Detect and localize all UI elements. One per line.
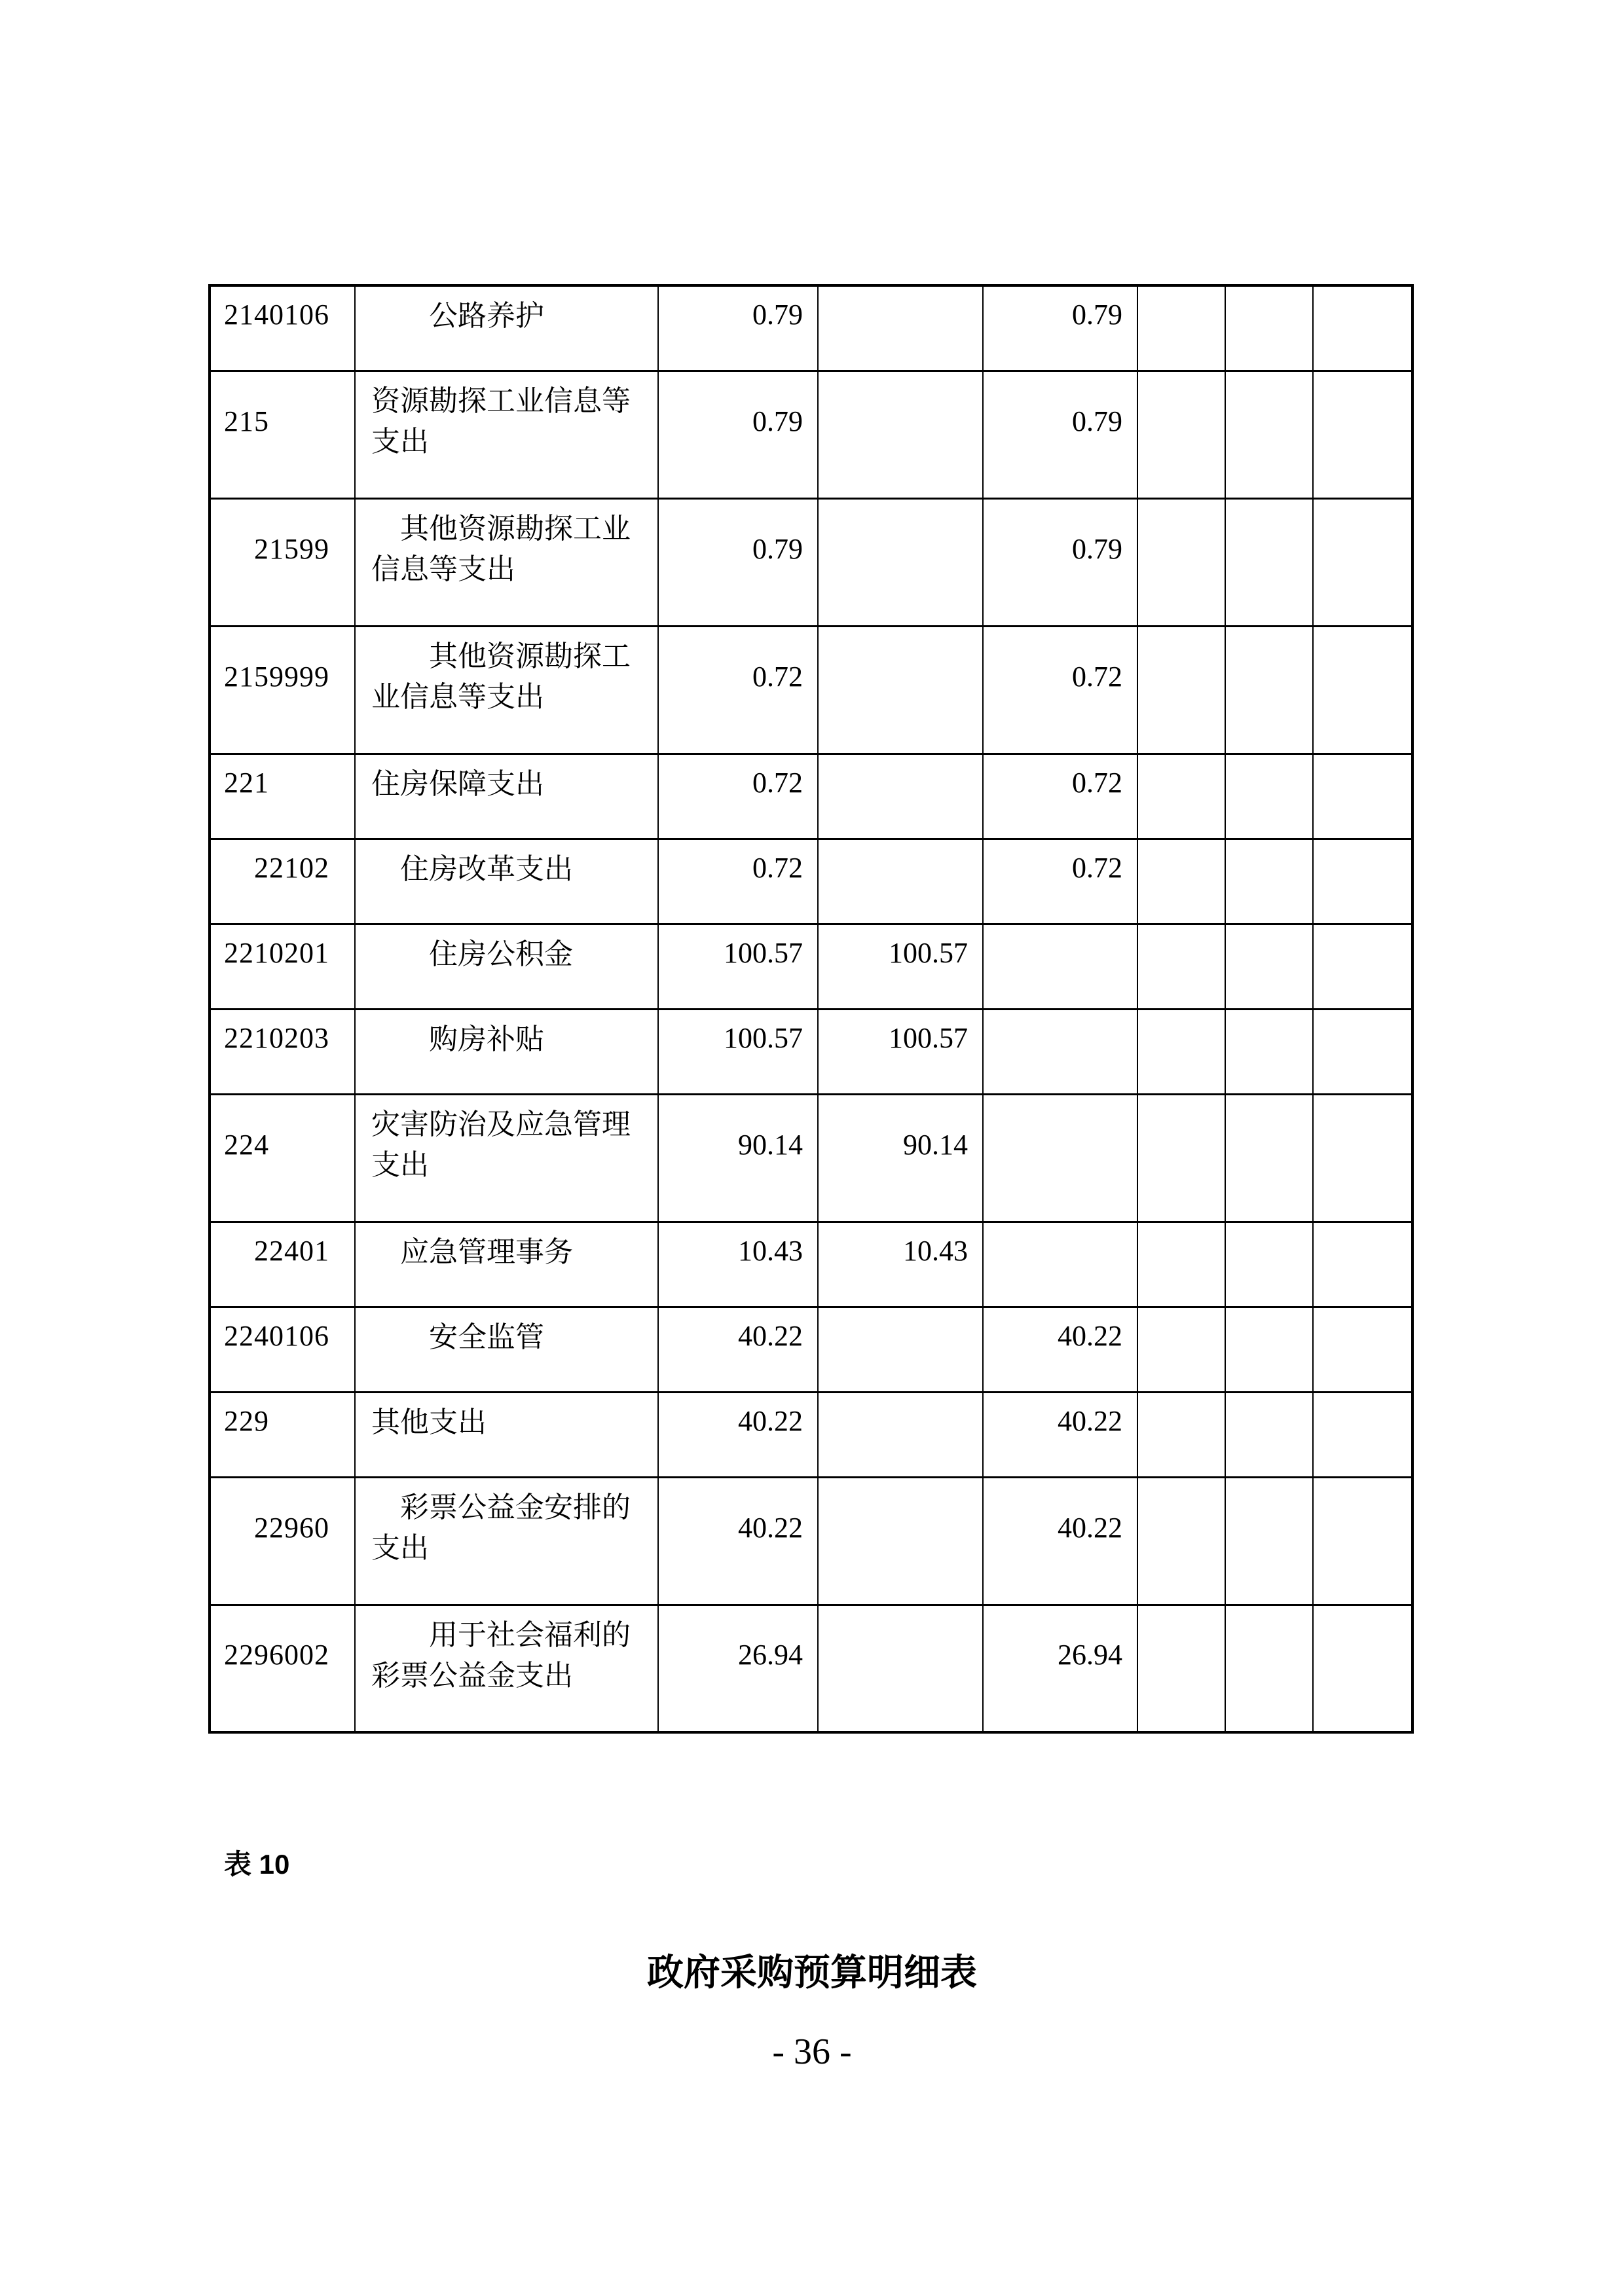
cell-budget-value — [1225, 754, 1313, 839]
cell-budget-code: 215 — [210, 371, 355, 498]
cell-budget-value: 100.57 — [658, 924, 818, 1009]
cell-budget-name: 资源勘探工业信息等支出 — [355, 371, 658, 498]
cell-budget-value — [1225, 924, 1313, 1009]
cell-budget-name: 住房保障支出 — [355, 754, 658, 839]
cell-budget-value — [1225, 1009, 1313, 1094]
cell-budget-code: 22401 — [210, 1222, 355, 1307]
cell-budget-name: 住房改革支出 — [355, 839, 658, 924]
cell-budget-value — [818, 754, 983, 839]
cell-budget-value — [1137, 1094, 1225, 1222]
cell-budget-value — [1137, 1605, 1225, 1732]
cell-budget-value — [818, 498, 983, 626]
cell-budget-value — [1313, 1307, 1412, 1392]
cell-budget-value: 40.22 — [658, 1392, 818, 1477]
page-number: - 36 - — [772, 2032, 852, 2072]
cell-budget-value: 0.79 — [658, 498, 818, 626]
cell-budget-value — [1225, 1094, 1313, 1222]
cell-budget-value — [1137, 1392, 1225, 1477]
cell-budget-code: 2159999 — [210, 626, 355, 754]
cell-budget-value: 0.72 — [983, 754, 1137, 839]
table-caption: 表 10 — [224, 1849, 290, 1880]
cell-budget-value — [1137, 626, 1225, 754]
cell-budget-value — [983, 1094, 1137, 1222]
cell-budget-code: 2210203 — [210, 1009, 355, 1094]
cell-budget-value — [1313, 1605, 1412, 1732]
cell-budget-value — [1137, 1307, 1225, 1392]
cell-budget-value — [1313, 1477, 1412, 1605]
cell-budget-code: 224 — [210, 1094, 355, 1222]
cell-budget-name: 住房公积金 — [355, 924, 658, 1009]
table-row — [210, 754, 1412, 839]
cell-budget-value: 40.22 — [658, 1477, 818, 1605]
cell-budget-value — [818, 839, 983, 924]
cell-budget-code: 2140106 — [210, 285, 355, 371]
table-row — [210, 1477, 1412, 1605]
cell-budget-value — [1225, 1477, 1313, 1605]
cell-budget-value — [983, 1222, 1137, 1307]
table-row — [210, 839, 1412, 924]
cell-budget-value — [818, 1605, 983, 1732]
cell-budget-value — [1313, 626, 1412, 754]
cell-budget-code: 2296002 — [210, 1605, 355, 1732]
cell-budget-value — [818, 1392, 983, 1477]
cell-budget-value: 0.79 — [658, 371, 818, 498]
cell-budget-value — [1313, 1094, 1412, 1222]
cell-budget-value — [1225, 1307, 1313, 1392]
cell-budget-value — [1137, 371, 1225, 498]
table-row — [210, 1392, 1412, 1477]
cell-budget-value — [1313, 839, 1412, 924]
cell-budget-name: 购房补贴 — [355, 1009, 658, 1094]
cell-budget-name: 公路养护 — [355, 285, 658, 371]
cell-budget-value: 40.22 — [983, 1392, 1137, 1477]
cell-budget-value — [818, 371, 983, 498]
cell-budget-value: 10.43 — [818, 1222, 983, 1307]
next-table-title: 政府采购预算明细表 — [647, 1952, 977, 1993]
cell-budget-value: 90.14 — [818, 1094, 983, 1222]
table-row — [210, 1307, 1412, 1392]
table-row — [210, 626, 1412, 754]
cell-budget-code: 22960 — [210, 1477, 355, 1605]
cell-budget-value: 0.79 — [983, 498, 1137, 626]
cell-budget-value: 100.57 — [818, 924, 983, 1009]
cell-budget-value — [1313, 1009, 1412, 1094]
budget-table-body — [210, 285, 1412, 1732]
cell-budget-value: 40.22 — [658, 1307, 818, 1392]
table-row — [210, 498, 1412, 626]
cell-budget-value: 0.72 — [658, 839, 818, 924]
cell-budget-value — [1137, 1222, 1225, 1307]
cell-budget-value — [1225, 1605, 1313, 1732]
cell-budget-value — [818, 1307, 983, 1392]
cell-budget-code: 221 — [210, 754, 355, 839]
budget-table-container — [208, 284, 1414, 1734]
table-row — [210, 285, 1412, 371]
cell-budget-name: 其他资源勘探工业信息等支出 — [355, 626, 658, 754]
cell-budget-value — [1137, 1477, 1225, 1605]
cell-budget-value: 0.72 — [983, 839, 1137, 924]
cell-budget-value — [1313, 371, 1412, 498]
cell-budget-value — [1313, 1392, 1412, 1477]
cell-budget-value — [1137, 285, 1225, 371]
table-row — [210, 1605, 1412, 1732]
cell-budget-value: 0.72 — [658, 626, 818, 754]
cell-budget-code: 21599 — [210, 498, 355, 626]
cell-budget-code: 2210201 — [210, 924, 355, 1009]
cell-budget-value — [818, 285, 983, 371]
cell-budget-value: 90.14 — [658, 1094, 818, 1222]
cell-budget-value: 10.43 — [658, 1222, 818, 1307]
cell-budget-value: 0.72 — [983, 626, 1137, 754]
cell-budget-code: 22102 — [210, 839, 355, 924]
cell-budget-name: 灾害防治及应急管理支出 — [355, 1094, 658, 1222]
cell-budget-value — [1313, 924, 1412, 1009]
table-row — [210, 1222, 1412, 1307]
cell-budget-value — [983, 1009, 1137, 1094]
table-row — [210, 924, 1412, 1009]
cell-budget-name: 彩票公益金安排的支出 — [355, 1477, 658, 1605]
cell-budget-value — [1225, 285, 1313, 371]
cell-budget-value: 0.79 — [983, 285, 1137, 371]
cell-budget-value — [1313, 1222, 1412, 1307]
cell-budget-value — [1137, 498, 1225, 626]
cell-budget-name: 其他支出 — [355, 1392, 658, 1477]
table-row — [210, 1009, 1412, 1094]
cell-budget-name: 安全监管 — [355, 1307, 658, 1392]
cell-budget-name: 用于社会福利的彩票公益金支出 — [355, 1605, 658, 1732]
cell-budget-value — [1137, 839, 1225, 924]
cell-budget-value — [1313, 285, 1412, 371]
cell-budget-value — [1137, 924, 1225, 1009]
cell-budget-code: 2240106 — [210, 1307, 355, 1392]
budget-table — [208, 284, 1414, 1734]
cell-budget-value: 26.94 — [983, 1605, 1137, 1732]
cell-budget-value — [1225, 839, 1313, 924]
cell-budget-value: 0.79 — [983, 371, 1137, 498]
cell-budget-value — [1137, 754, 1225, 839]
cell-budget-value — [818, 626, 983, 754]
cell-budget-name: 其他资源勘探工业信息等支出 — [355, 498, 658, 626]
cell-budget-name: 应急管理事务 — [355, 1222, 658, 1307]
cell-budget-value: 100.57 — [658, 1009, 818, 1094]
table-row — [210, 371, 1412, 498]
cell-budget-value: 26.94 — [658, 1605, 818, 1732]
cell-budget-value — [1225, 371, 1313, 498]
cell-budget-code: 229 — [210, 1392, 355, 1477]
cell-budget-value — [1225, 498, 1313, 626]
cell-budget-value — [818, 1477, 983, 1605]
cell-budget-value: 40.22 — [983, 1477, 1137, 1605]
cell-budget-value: 40.22 — [983, 1307, 1137, 1392]
cell-budget-value — [983, 924, 1137, 1009]
cell-budget-value — [1225, 1392, 1313, 1477]
cell-budget-value: 0.79 — [658, 285, 818, 371]
cell-budget-value — [1225, 626, 1313, 754]
cell-budget-value: 100.57 — [818, 1009, 983, 1094]
cell-budget-value: 0.72 — [658, 754, 818, 839]
cell-budget-value — [1225, 1222, 1313, 1307]
cell-budget-value — [1313, 498, 1412, 626]
table-row — [210, 1094, 1412, 1222]
cell-budget-value — [1137, 1009, 1225, 1094]
cell-budget-value — [1313, 754, 1412, 839]
